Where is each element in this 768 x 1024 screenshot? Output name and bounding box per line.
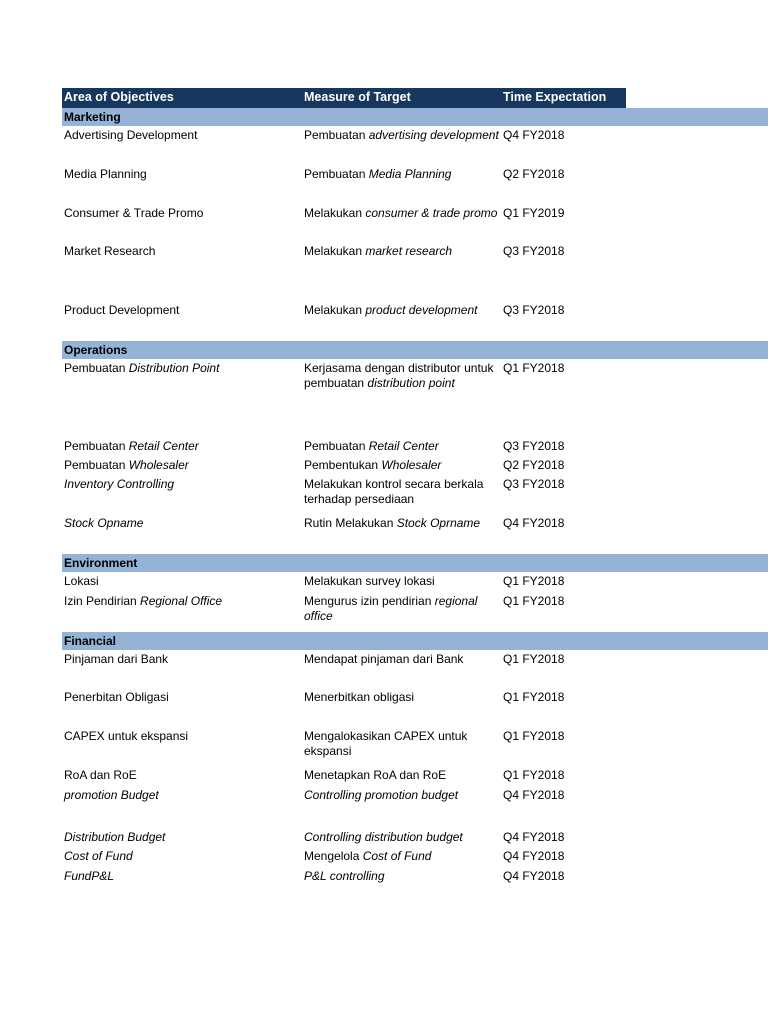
measure-cell: Melakukan survey lokasi	[304, 574, 435, 588]
time-cell: Q1 FY2018	[503, 729, 565, 743]
time-cell: Q1 FY2018	[503, 361, 565, 375]
area-cell: Penerbitan Obligasi	[64, 690, 169, 704]
time-cell: Q1 FY2018	[503, 652, 565, 666]
area-cell: Stock Opname	[64, 516, 144, 530]
time-cell: Q4 FY2018	[503, 869, 565, 883]
measure-cell: Melakukan consumer & trade promo	[304, 206, 498, 220]
area-cell: promotion Budget	[64, 788, 159, 802]
measure-cell: Menerbitkan obligasi	[304, 690, 415, 704]
measure-cell: Controlling promotion budget	[304, 788, 459, 802]
area-cell: Advertising Development	[64, 128, 198, 142]
area-cell: Pembuatan Distribution Point	[64, 361, 220, 375]
measure-cell: Melakukan market research	[304, 244, 453, 258]
time-cell: Q3 FY2018	[503, 439, 565, 453]
header-time-expectation: Time Expectation	[503, 90, 607, 104]
time-cell: Q3 FY2018	[503, 477, 565, 491]
measure-cell: Menetapkan RoA dan RoE	[304, 768, 447, 782]
measure-cell: Controlling distribution budget	[304, 830, 463, 844]
time-cell: Q2 FY2018	[503, 167, 565, 181]
measure-cell: Pembuatan Retail Center	[304, 439, 439, 453]
time-cell: Q4 FY2018	[503, 830, 565, 844]
section-title: Operations	[64, 343, 128, 357]
section-band	[62, 632, 768, 650]
time-cell: Q2 FY2018	[503, 458, 565, 472]
time-cell: Q4 FY2018	[503, 788, 565, 802]
area-cell: Market Research	[64, 244, 156, 258]
area-cell: Distribution Budget	[64, 830, 166, 844]
section-band	[62, 554, 768, 572]
area-cell: Pembuatan Wholesaler	[64, 458, 189, 472]
measure-cell: Melakukan kontrol secara berkala terhadap persediaan	[304, 477, 484, 506]
section-title: Financial	[64, 634, 117, 648]
header-measure-of-target: Measure of Target	[304, 90, 411, 104]
area-cell: Product Development	[64, 303, 180, 317]
measure-cell: Mengurus izin pendirian regional office	[304, 594, 478, 623]
area-cell: Media Planning	[64, 167, 147, 181]
area-cell: Izin Pendirian Regional Office	[64, 594, 223, 608]
header-area-of-objectives: Area of Objectives	[64, 90, 174, 104]
time-cell: Q3 FY2018	[503, 303, 565, 317]
area-cell: Pembuatan Retail Center	[64, 439, 199, 453]
time-cell: Q1 FY2018	[503, 594, 565, 608]
time-cell: Q3 FY2018	[503, 244, 565, 258]
area-cell: Cost of Fund	[64, 849, 133, 863]
time-cell: Q4 FY2018	[503, 516, 565, 530]
measure-cell: Pembuatan advertising development	[304, 128, 499, 142]
section-title: Environment	[64, 556, 138, 570]
area-cell: Inventory Controlling	[64, 477, 175, 491]
measure-cell: Pembuatan Media Planning	[304, 167, 452, 181]
area-cell: Consumer & Trade Promo	[64, 206, 204, 220]
measure-cell: Rutin Melakukan Stock Oprname	[304, 516, 481, 530]
measure-cell: Melakukan product development	[304, 303, 478, 317]
time-cell: Q1 FY2019	[503, 206, 565, 220]
time-cell: Q1 FY2018	[503, 574, 565, 588]
measure-cell: Mengelola Cost of Fund	[304, 849, 432, 863]
measure-cell: P&L controlling	[304, 869, 385, 883]
time-cell: Q1 FY2018	[503, 690, 565, 704]
area-cell: RoA dan RoE	[64, 768, 137, 782]
measure-cell: Mendapat pinjaman dari Bank	[304, 652, 464, 666]
time-cell: Q4 FY2018	[503, 849, 565, 863]
section-band	[62, 108, 768, 126]
area-cell: Pinjaman dari Bank	[64, 652, 169, 666]
area-cell: Lokasi	[64, 574, 99, 588]
section-band	[62, 341, 768, 359]
measure-cell: Pembentukan Wholesaler	[304, 458, 442, 472]
measure-cell: Kerjasama dengan distributor untuk pembuatan distribution point	[304, 361, 494, 390]
time-cell: Q1 FY2018	[503, 768, 565, 782]
measure-cell: Mengalokasikan CAPEX untuk ekspansi	[304, 729, 468, 758]
area-cell: FundP&L	[64, 869, 115, 883]
time-cell: Q4 FY2018	[503, 128, 565, 142]
table-header	[62, 88, 626, 108]
section-title: Marketing	[64, 110, 121, 124]
area-cell: CAPEX untuk ekspansi	[64, 729, 189, 743]
